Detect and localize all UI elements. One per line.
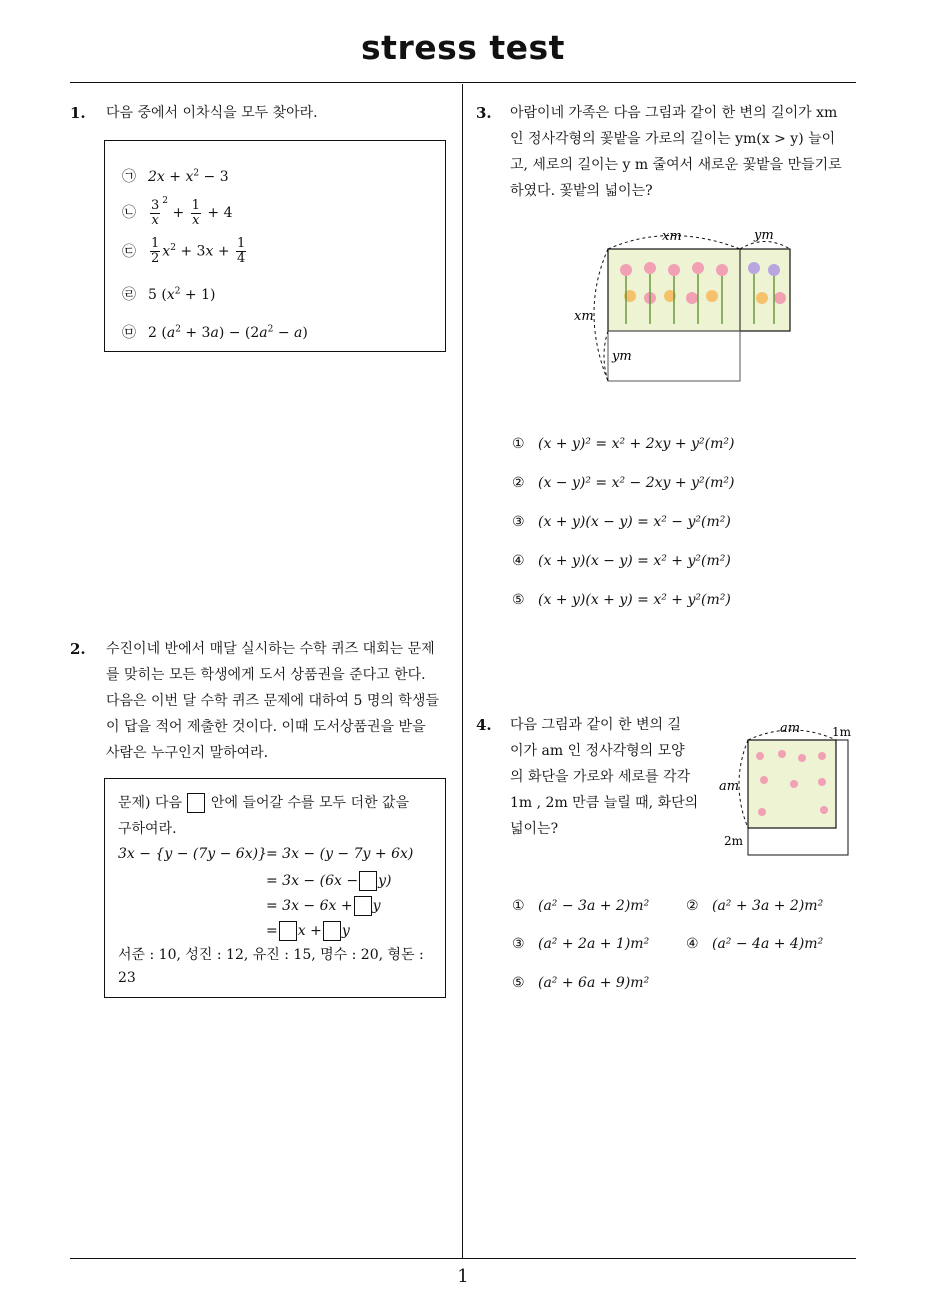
q4-choice-2-label: ②: [686, 898, 699, 914]
q3-choice-3-expr: (x + y)(x − y) = x² − y²(m²): [538, 514, 731, 530]
q2-box-intro-c: 구하여라.: [118, 821, 177, 837]
q2-eq-line1-right: = 3x − (y − 7y + 6x): [266, 846, 414, 862]
label-left-y: ym: [612, 349, 632, 364]
q1-option-5-label: ㉤: [122, 325, 136, 341]
label-left-2: 2m: [724, 834, 744, 848]
q1-option-2: ㉡ $\frac{3}{x}$ $^2$ + $\frac{1}{x}$ + 4: [122, 196, 233, 228]
q2-prompt: [106, 636, 456, 766]
q1-option-3: ㉢ $\frac{1}{2}$ $x^2 + 3x$ + $\frac{1}{4}$: [122, 236, 246, 266]
q3-choice-5-expr: (x + y)(x + y) = x² + y²(m²): [538, 592, 731, 608]
q1-option-4: ㉣ 5 $(x^2 + 1)$: [122, 284, 215, 304]
blank-square: [187, 793, 205, 813]
q2-eq-line4-c: y: [341, 923, 350, 939]
page-number: 1: [457, 1266, 469, 1287]
q4-flowerbed-figure: [716, 718, 858, 860]
q3-choice-2-label: ②: [512, 475, 525, 491]
q2-prompt-line-4: 이 답을 적어 제출한 것이다. 이때 도서상품권을 받을: [106, 719, 426, 735]
q4-prompt-line-2: 이가 am 인 정사각형의 모양: [510, 743, 685, 759]
footer-rule: [70, 1258, 856, 1259]
q2-eq-line4: [266, 921, 350, 941]
q3-choice-3[interactable]: [512, 514, 731, 530]
q2-prompt-line-1: 수진이네 반에서 매달 실시하는 수학 퀴즈 대회는 문제: [106, 641, 435, 657]
q4-prompt-line-4: 1m , 2m 만큼 늘릴 때, 화단의: [510, 795, 699, 811]
q2-prompt-line-3: 다음은 이번 달 수학 퀴즈 문제에 대하여 5 명의 학생들: [106, 693, 439, 709]
label-top-1: 1m: [832, 725, 852, 739]
q1-option-5: ㉤ 2 $(a^2 + 3a) - (2a^2 - a)$: [122, 322, 308, 342]
q2-eq-line3-b: y: [372, 898, 381, 914]
q4-choice-4[interactable]: [686, 936, 823, 952]
q4-choice-3[interactable]: [512, 936, 649, 952]
q1-option-3-label: ㉢: [122, 243, 136, 260]
q2-eq-line2-a: = 3x − (6x −: [266, 873, 359, 889]
q1-option-1: ㉠ $2x + x^2 - 3$: [122, 166, 229, 186]
q4-choice-5-label: ⑤: [512, 975, 525, 991]
label-top-y: ym: [754, 228, 774, 243]
q4-choice-4-expr: (a² − 4a + 4)m²: [712, 936, 824, 952]
q4-number: 4.: [476, 716, 492, 734]
q4-choice-3-label: ③: [512, 936, 525, 952]
q2-eq-line2: [266, 871, 391, 891]
q3-choice-2-expr: (x − y)² = x² − 2xy + y²(m²): [538, 475, 735, 491]
q2-eq-line3-a: = 3x − 6x +: [266, 898, 353, 914]
q4-choice-5-expr: (a² + 6a + 9)m²: [538, 975, 650, 991]
q2-eq-line1-left: 3x − {y − (7y − 6x)}: [118, 846, 267, 862]
left-a-arc: [739, 740, 748, 828]
q3-prompt-line-4: 하였다. 꽃밭의 넓이는?: [510, 183, 653, 199]
q4-choice-2[interactable]: [686, 898, 823, 914]
label-top-x: xm: [662, 229, 682, 244]
garden-rect: [608, 249, 790, 331]
q2-number: 2.: [70, 640, 86, 658]
q4-choice-4-label: ④: [686, 936, 699, 952]
q2-eq-line4-a: =: [266, 923, 278, 939]
q2-box-intro-b: 안에 들어갈 수를 모두 더한 값을: [210, 795, 409, 811]
label-left-a: am: [719, 779, 740, 794]
q1-option-2-label: ㉡: [122, 205, 136, 221]
q3-prompt: [510, 100, 862, 204]
q2-eq-line4-b: x +: [297, 923, 322, 939]
q1-number: 1.: [70, 104, 86, 122]
q3-choice-4[interactable]: [512, 553, 731, 569]
label-top-a: am: [780, 721, 801, 736]
q2-box-intro-a: 문제) 다음: [118, 795, 183, 811]
blank-square: [354, 896, 372, 916]
q4-choice-5[interactable]: [512, 975, 649, 991]
label-left-x: xm: [574, 309, 594, 324]
q2-eq-line2-b: y): [378, 873, 392, 889]
q3-prompt-line-2: 인 정사각형의 꽃밭을 가로의 길이는 ym(x > y) 늘이: [510, 131, 836, 147]
q4-choice-2-expr: (a² + 3a + 2)m²: [712, 898, 824, 914]
left-x-arc: [594, 249, 608, 381]
blank-square: [323, 921, 341, 941]
q3-number: 3.: [476, 104, 492, 122]
header-rule: [70, 82, 856, 83]
q3-choice-5-label: ⑤: [512, 592, 525, 608]
q2-prompt-line-5: 사람은 누구인지 말하여라.: [106, 745, 269, 761]
q1-option-1-label: ㉠: [122, 169, 136, 185]
q3-prompt-line-3: 고, 세로의 길이는 y m 줄여서 새로운 꽃밭을 만들기로: [510, 157, 842, 173]
q3-choice-4-label: ④: [512, 553, 525, 569]
q3-choice-1-label: ①: [512, 436, 525, 452]
q4-choice-3-expr: (a² + 2a + 1)m²: [538, 936, 650, 952]
q2-eq-line3: [266, 896, 381, 916]
q4-prompt-line-5: 넓이는?: [510, 821, 559, 837]
q4-prompt: [510, 712, 710, 842]
q2-prompt-line-2: 를 맞히는 모든 학생에게 도서 상품권을 준다고 한다.: [106, 667, 426, 683]
q3-choice-2[interactable]: [512, 475, 734, 491]
q4-choice-1-expr: (a² − 3a + 2)m²: [538, 898, 650, 914]
blank-square: [279, 921, 297, 941]
q3-choice-3-label: ③: [512, 514, 525, 530]
q2-box-intro: [118, 792, 409, 813]
q1-prompt: 다음 중에서 이차식을 모두 찾아라.: [106, 105, 318, 121]
q3-garden-figure: [570, 222, 810, 388]
page-title: stress test: [361, 28, 565, 67]
q4-choice-1[interactable]: [512, 898, 649, 914]
column-divider: [462, 84, 463, 1258]
q4-prompt-line-1: 다음 그림과 같이 한 변의 길: [510, 717, 682, 733]
q2-answers-line2: 23: [118, 970, 136, 986]
q4-choice-1-label: ①: [512, 898, 525, 914]
q3-choice-1[interactable]: [512, 436, 734, 452]
q3-choice-5[interactable]: [512, 592, 731, 608]
q1-option-4-label: ㉣: [122, 287, 136, 303]
blank-square: [359, 871, 377, 891]
q3-choice-4-expr: (x + y)(x − y) = x² + y²(m²): [538, 553, 731, 569]
q4-prompt-line-3: 의 화단을 가로와 세로를 각각: [510, 769, 691, 785]
q3-prompt-line-1: 아람이네 가족은 다음 그림과 같이 한 변의 길이가 xm: [510, 105, 838, 121]
q2-answers-line1: 서준 : 10, 성진 : 12, 유진 : 15, 명수 : 20, 형돈 :: [118, 947, 424, 963]
q3-choice-1-expr: (x + y)² = x² + 2xy + y²(m²): [538, 436, 735, 452]
